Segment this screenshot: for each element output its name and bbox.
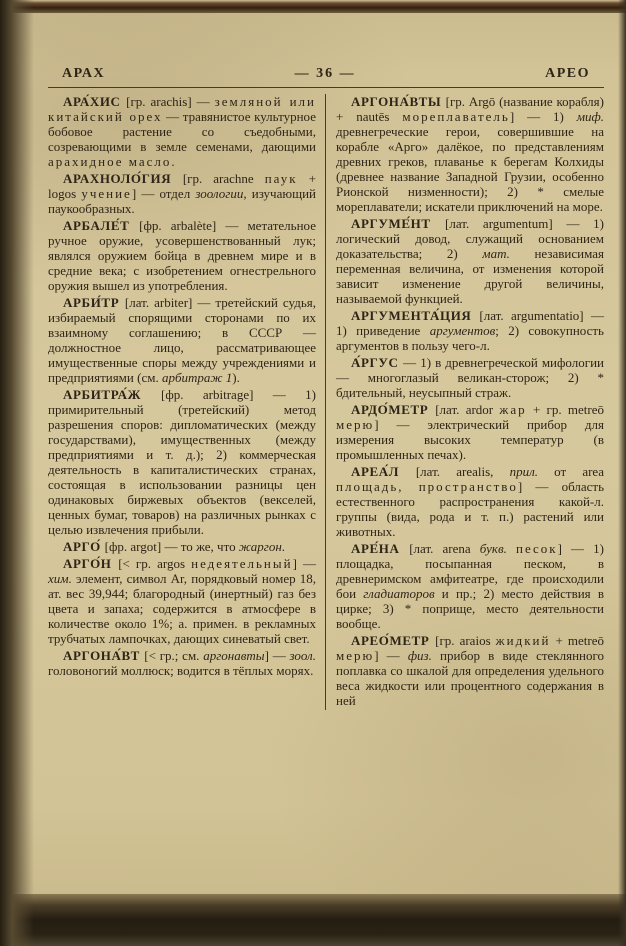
entry-text: недеятельный: [191, 556, 293, 571]
entry-text: миф.: [576, 109, 604, 124]
running-head: [48, 66, 604, 88]
entry-text: аргументов: [429, 323, 496, 338]
entry-text: [лат. arealis,: [415, 464, 510, 479]
entry-term: АРГОНА́ВТ: [63, 648, 145, 663]
dictionary-entry: [48, 94, 316, 169]
entry-text: прил.: [509, 464, 538, 479]
entry-term: АРЕО́МЕТР: [351, 633, 436, 648]
scan-edge-right: [618, 0, 626, 946]
entry-text: [фр. arbalète] — метательное ручное оружие, усовершенствованный лук; являлся оружием бойца в древнем мире и в средние века; с изобретением огнестрельного оружия вышел из употребления.: [48, 218, 316, 293]
entry-text: — 1) в древнегреческой мифологии — многоглазый великан-сторож; 2) * бдительный, неусыпный страж.: [336, 355, 604, 400]
entry-text: независимая переменная величина, от изменения которой зависит изменение другой величины, называемой функцией.: [336, 246, 604, 306]
entry-text: [лат. arbiter] — третейский судья, избираемый спорящими сторонами по их взаимному соглашению; в СССР — должностное лицо, рассматривающее имущественные споры между учреждениями и предприятиями (см.: [48, 295, 316, 385]
entry-text: [507, 541, 516, 556]
page-content: [48, 66, 604, 898]
entry-text: зоол.: [289, 648, 316, 663]
entry-text: древнегреческие герои, совершившие на корабле «Арго» далёкое, по представлениям древних греков, плаванье к берегам Колхиды (древнее название Западной Грузии, особенно Рионской низменности); 2) * смелые мореплаватели; искатели приключений на море.: [336, 124, 604, 214]
dictionary-entry: [336, 541, 604, 631]
guide-word-left: АРАХ: [62, 66, 106, 81]
dictionary-entry: [336, 94, 604, 214]
scan-edge-bottom: [0, 894, 626, 946]
entry-text: от area: [537, 464, 604, 479]
dictionary-entry: [48, 295, 316, 385]
entry-text: [гр. arachis] —: [126, 94, 215, 109]
entry-text: [фр. arbitrage] — 1) примирительный (третейский) метод разрешения споров: дипломатических (между государствами), имущественных (между предприятиями и т. д.); 2) коммерческая деятельность в капиталистических странах, состоящая в использовании разницы цен одинаковых биржевых объектов (векселей, ценных бумаг, товаров) на различных рынках с целью извлечения прибыли.: [48, 387, 316, 537]
text-columns: [48, 94, 604, 710]
entry-text: ] — электрический прибор для измерения высоких температур (в промышленных печах).: [336, 417, 604, 462]
entry-term: АРАХНОЛО́ГИЯ: [63, 171, 183, 186]
entry-term: АРГОНА́ВТЫ: [351, 94, 446, 109]
entry-term: АРГО́Н: [63, 556, 119, 571]
entry-text: ; 2) совокупность аргументов в пользу чего-л.: [336, 323, 604, 353]
dictionary-entry: [48, 218, 316, 293]
entry-text: арахидное масло: [48, 154, 172, 169]
dictionary-entry: [336, 216, 604, 306]
entry-text: [лат. ardor: [435, 402, 500, 417]
entry-text: паук: [264, 171, 298, 186]
entry-text: [лат. argumentatio] — 1) приведение: [336, 308, 604, 338]
entry-text: учение: [81, 186, 132, 201]
column-right: [325, 94, 604, 710]
entry-text: ).: [232, 370, 240, 385]
page-number: — 36 —: [294, 66, 356, 81]
dictionary-entry: [48, 171, 316, 216]
entry-text: + гр. metreō: [526, 402, 604, 417]
column-left: [48, 94, 325, 710]
entry-term: АРБАЛЕ́Т: [63, 218, 140, 233]
entry-text: элемент, символ Ar, порядковый номер 18, ат. вес 39,944; благородный (инертный) газ без цвета и запаха; содержится в атмосфере в количестве около 1%; а. примен. в рекламных трубчатых лампочках, дающих синеватый свет.: [48, 571, 316, 646]
entry-text: ] —: [292, 556, 316, 571]
entry-term: АРЕ́НА: [351, 541, 410, 556]
entry-text: , изучающий паукообразных.: [48, 186, 316, 216]
entry-text: [гр. Argō (название корабля) + nautēs: [336, 94, 604, 124]
entry-text: жидкий: [495, 633, 551, 648]
entry-text: ] — 1): [509, 109, 577, 124]
entry-text: [лат. arena: [409, 541, 480, 556]
entry-text: аргонавты: [203, 648, 265, 663]
entry-text: хим.: [48, 571, 72, 586]
entry-text: гладиаторов: [363, 586, 435, 601]
entry-term: АРЕА́Л: [351, 464, 416, 479]
dictionary-entry: [48, 648, 316, 678]
dictionary-entry: [48, 387, 316, 537]
entry-text: мерю: [336, 417, 375, 432]
entry-text: ] —: [264, 648, 290, 663]
entry-text: мат.: [482, 246, 510, 261]
entry-text: + metreō: [550, 633, 604, 648]
entry-text: ] — 1) площадка, посыпанная песком, в древнеримском амфитеатре, где происходили бои: [336, 541, 604, 601]
entry-text: жар: [499, 402, 527, 417]
entry-term: АРА́ХИС: [63, 94, 127, 109]
guide-word-right: АРЕО: [545, 66, 590, 81]
entry-text: [гр. araios: [435, 633, 496, 648]
entry-term: АРГУМЕНТА́ЦИЯ: [351, 308, 480, 323]
entry-term: АРБИТРА́Ж: [63, 387, 162, 402]
entry-text: головоногий моллюск; водится в тёплых морях.: [48, 663, 314, 678]
entry-text: [< гр. argos: [118, 556, 192, 571]
dictionary-entry: [48, 556, 316, 646]
dictionary-entry: [336, 633, 604, 708]
entry-text: — травянистое культурное бобовое растение со съедобными, созревающими в земле семенами, дающими: [48, 109, 316, 154]
entry-text: .: [171, 154, 175, 169]
entry-term: А́РГУС: [351, 355, 404, 370]
dictionary-entry: [48, 539, 316, 554]
dictionary-entry: [336, 308, 604, 353]
entry-text: площадь, пространство: [336, 479, 518, 494]
entry-text: зоологии: [195, 186, 244, 201]
scan-edge-top: [0, 0, 626, 13]
entry-term: АРГУМЕ́НТ: [351, 216, 445, 231]
entry-term: АРДО́МЕТР: [351, 402, 436, 417]
entry-text: мореплаватель: [402, 109, 510, 124]
entry-text: песок: [515, 541, 558, 556]
entry-text: и пр.; 2) место действия в цирке; 3) * поприще, место деятельности вообще.: [336, 586, 604, 631]
entry-text: арбитраж 1: [161, 370, 233, 385]
scan-edge-left: [0, 0, 34, 946]
entry-text: физ.: [407, 648, 432, 663]
entry-text: прибор в виде стеклянного поплавка со шкалой для определения удельного веса жидкости или процентного содержания в ней: [336, 648, 604, 708]
entry-text: жаргон: [238, 539, 282, 554]
entry-term: АРГО́: [63, 539, 105, 554]
entry-text: ] — отдел: [131, 186, 196, 201]
entry-text: .: [281, 539, 286, 554]
entry-text: [< гр.; см.: [144, 648, 204, 663]
entry-text: земляной или китайский орех: [48, 94, 316, 124]
entry-text: [фр. argot] — то же, что: [104, 539, 239, 554]
entry-text: ] — область естественного распространения какой-л. группы (вида, рода и т. п.) растений или животных.: [336, 479, 604, 539]
entry-text: [гр. arachne: [182, 171, 265, 186]
dictionary-entry: [336, 464, 604, 539]
entry-text: [лат. argumentum] — 1) логический довод, служащий основанием доказательства; 2): [336, 216, 604, 261]
entry-text: ] —: [374, 648, 408, 663]
entry-text: букв.: [479, 541, 507, 556]
dictionary-entry: [336, 402, 604, 462]
entry-term: АРБИ́ТР: [63, 295, 125, 310]
dictionary-entry: [336, 355, 604, 400]
entry-text: + logos: [48, 171, 316, 201]
entry-text: мерю: [336, 648, 375, 663]
